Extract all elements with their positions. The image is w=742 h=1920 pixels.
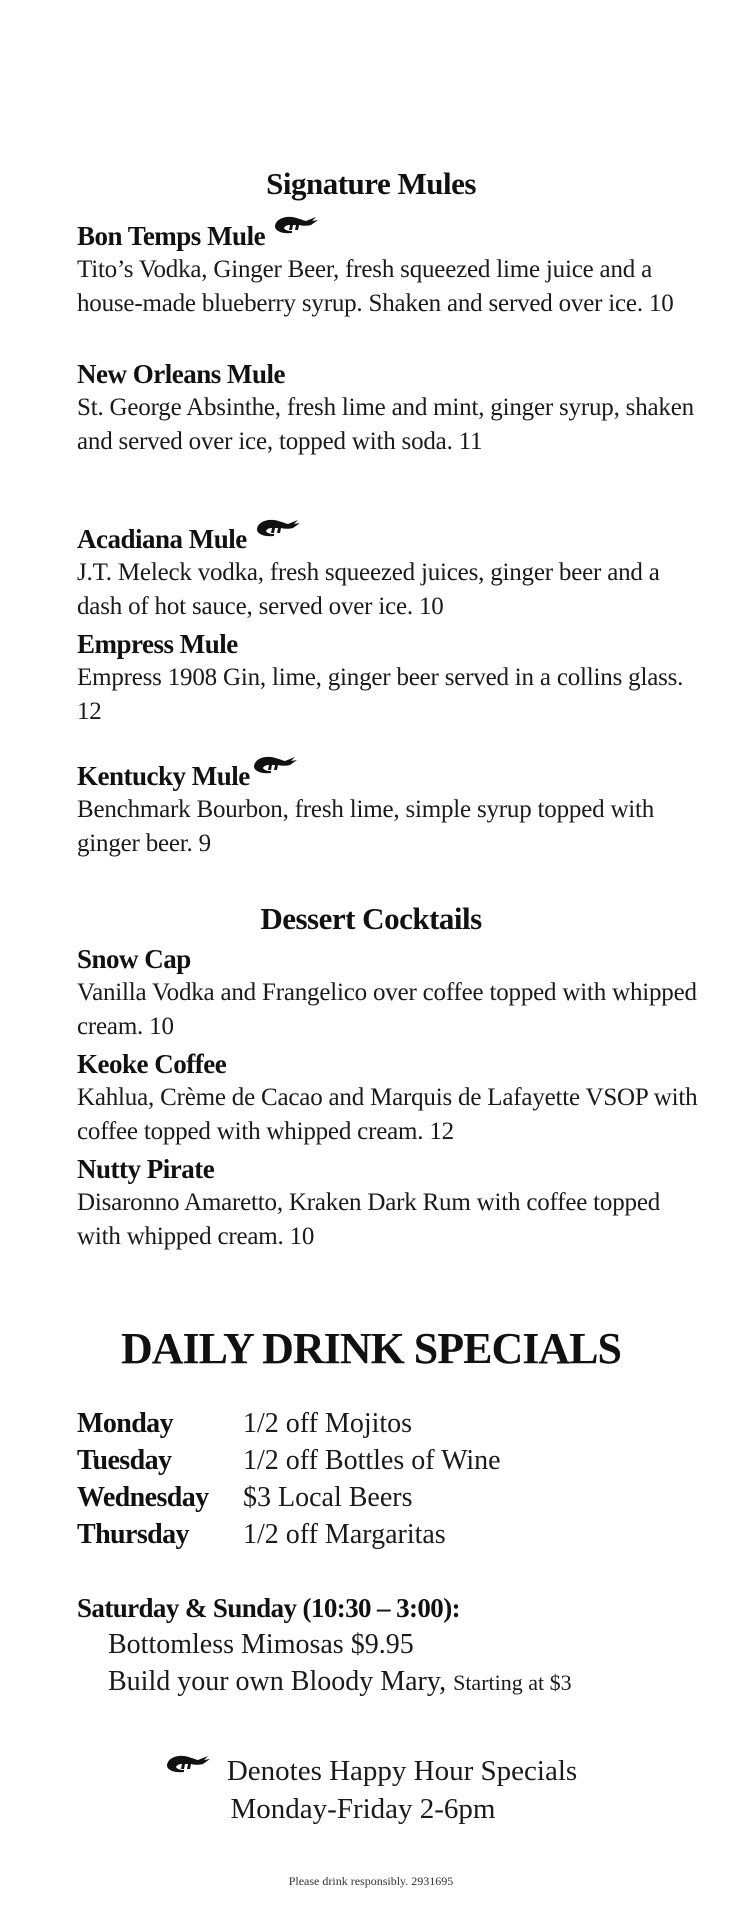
menu-item-description: Kahlua, Crème de Cacao and Marquis de Lafayette VSOP with coffee topped with whipped cream. 12 [77, 1084, 698, 1145]
legend-text: Denotes Happy Hour Specials [226, 1755, 578, 1787]
special-row [77, 1405, 697, 1442]
alligator-icon [255, 516, 301, 538]
menu-item [77, 357, 697, 459]
alligator-icon [252, 753, 298, 775]
weekend-bloody-mary [77, 1663, 717, 1701]
daily-specials-list [77, 1405, 697, 1553]
special-row [77, 1516, 697, 1553]
footer-note: Please drink responsibly. 2931695 [288, 1874, 454, 1888]
menu-item-name [77, 357, 697, 391]
alligator-icon [165, 1752, 211, 1774]
menu-item-description: J.T. Meleck vodka, fresh squeezed juices, ginger beer and a dash of hot sauce, served over ice. 10 [77, 559, 660, 620]
item-name-text: Keoke Coffee [77, 1049, 227, 1079]
special-deal: 1/2 off Bottles of Wine [243, 1445, 501, 1476]
menu-item [77, 942, 697, 1044]
menu-item-description: St. George Absinthe, fresh lime and mint, ginger syrup, shaken and served over ice, topped with soda. 11 [77, 394, 694, 455]
alligator-icon [273, 213, 319, 235]
special-deal: $3 Local Beers [243, 1482, 413, 1513]
weekend-title: Saturday & Sunday (10:30 – 3:00): [77, 1593, 460, 1623]
legend-line [0, 1752, 742, 1790]
item-name-text: Empress Mule [77, 629, 238, 659]
menu-item [77, 522, 697, 624]
special-day: Monday [77, 1408, 173, 1439]
menu-item [77, 759, 697, 861]
menu-item-description: Tito’s Vodka, Ginger Beer, fresh squeezed lime juice and a house-made blueberry syrup. Shaken and served over ice. 10 [77, 256, 674, 317]
special-day: Tuesday [77, 1445, 172, 1476]
special-day: Wednesday [77, 1482, 209, 1513]
menu-item [77, 1047, 697, 1149]
weekend-mimosas: Bottomless Mimosas $9.95 [108, 1629, 414, 1660]
special-deal: 1/2 off Margaritas [243, 1519, 446, 1550]
menu-item-name [77, 219, 697, 253]
special-day: Thursday [77, 1519, 189, 1550]
dessert-cocktails-title: Dessert Cocktails [260, 901, 482, 936]
menu-item-name [77, 942, 697, 976]
menu-item-description: Benchmark Bourbon, fresh lime, simple syrup topped with ginger beer. 9 [77, 796, 655, 857]
menu-item-name [77, 522, 697, 556]
bloody-mary-price-note: Starting at $3 [453, 1670, 572, 1695]
item-name-text: Nutty Pirate [77, 1154, 215, 1184]
menu-item [77, 627, 697, 729]
item-name-text: Acadiana Mule [77, 524, 247, 554]
happy-hour-legend [0, 1752, 742, 1828]
menu-item-name [77, 1047, 697, 1081]
signature-mules-title: Signature Mules [266, 166, 476, 201]
menu-item-description: Empress 1908 Gin, lime, ginger beer served in a collins glass. 12 [77, 664, 684, 725]
item-name-text: New Orleans Mule [77, 359, 285, 389]
legend-hours: Monday-Friday 2-6pm [230, 1793, 496, 1825]
item-name-text: Bon Temps Mule [77, 221, 266, 251]
menu-item-name [77, 1152, 697, 1186]
daily-specials-title: DAILY DRINK SPECIALS [121, 1324, 621, 1373]
special-deal: 1/2 off Mojitos [243, 1408, 413, 1439]
special-row [77, 1479, 697, 1516]
item-name-text: Kentucky Mule [77, 761, 250, 791]
menu-item-description: Disaronno Amaretto, Kraken Dark Rum with coffee topped with whipped cream. 10 [77, 1189, 661, 1250]
menu-item [77, 1152, 697, 1254]
special-row [77, 1442, 697, 1479]
menu-item [77, 219, 697, 321]
weekend-specials [77, 1590, 717, 1701]
bloody-mary-text: Build your own Bloody Mary, [108, 1666, 454, 1697]
menu-item-description: Vanilla Vodka and Frangelico over coffee topped with whipped cream. 10 [77, 979, 697, 1040]
menu-item-name [77, 759, 697, 793]
item-name-text: Snow Cap [77, 944, 191, 974]
menu-item-name [77, 627, 697, 661]
